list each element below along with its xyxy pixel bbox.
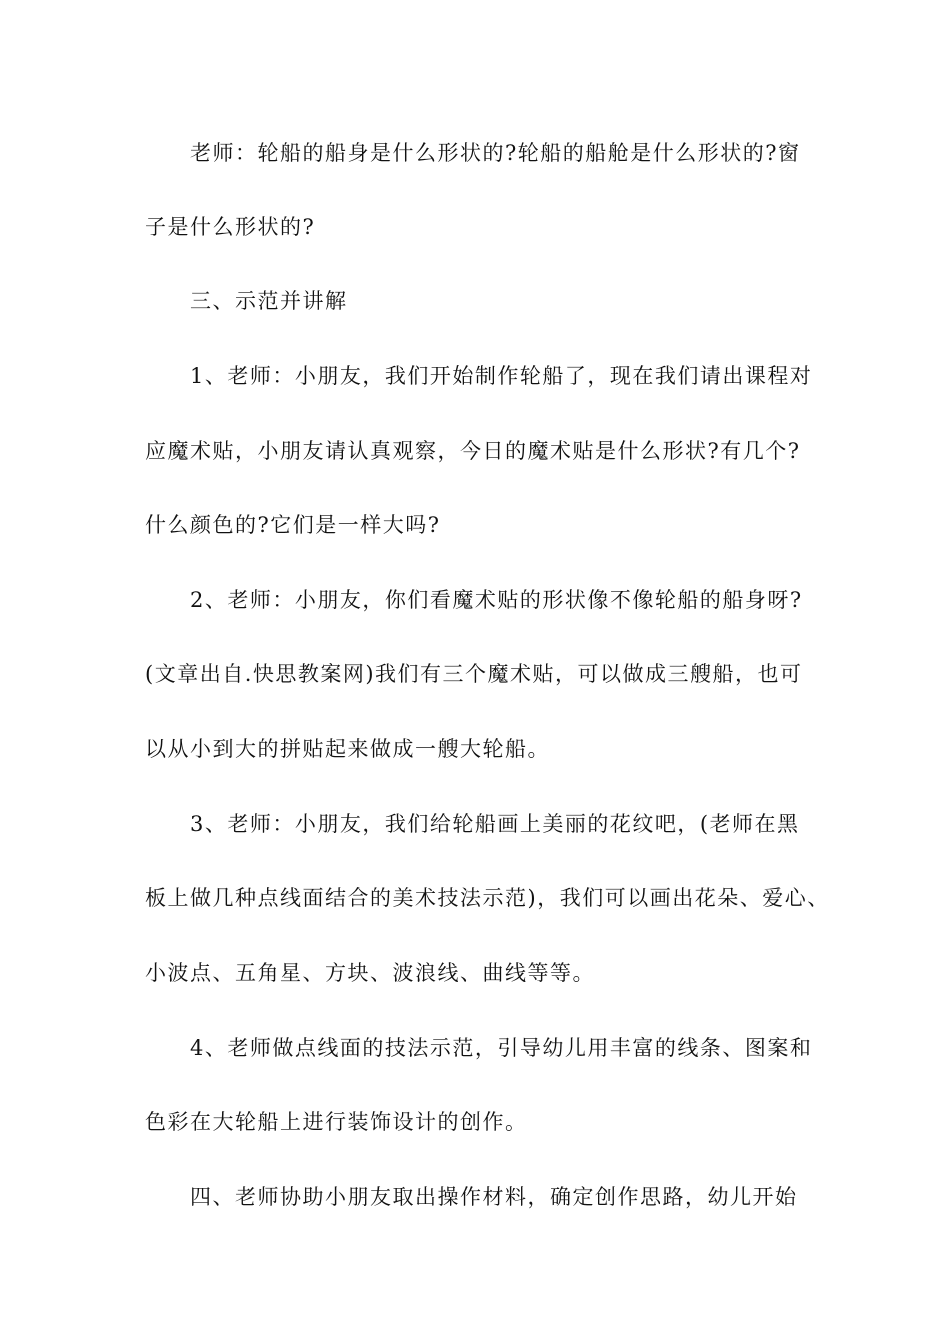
text-line-8: (文章出自.快思教案网)我们有三个魔术贴，可以做成三艘船，也可 xyxy=(145,662,803,686)
text-line-6: 什么颜色的?它们是一样大吗? xyxy=(145,513,441,537)
text-line-13: 4、老师做点线面的技法示范，引导幼儿用丰富的线条、图案和 xyxy=(190,1036,813,1060)
text-line-1: 老师：轮船的船身是什么形状的?轮船的船舱是什么形状的?窗 xyxy=(190,141,801,165)
text-line-4: 1、老师：小朋友，我们开始制作轮船了，现在我们请出课程对 xyxy=(190,364,813,388)
section-heading-15: 四、老师协助小朋友取出操作材料，确定创作思路，幼儿开始 xyxy=(190,1185,798,1209)
text-line-7: 2、老师：小朋友，你们看魔术贴的形状像不像轮船的船身呀? xyxy=(190,588,803,612)
text-line-9: 以从小到大的拼贴起来做成一艘大轮船。 xyxy=(145,737,550,761)
section-heading-3: 三、示范并讲解 xyxy=(190,289,348,313)
text-line-12: 小波点、五角星、方块、波浪线、曲线等等。 xyxy=(145,961,595,985)
text-line-11: 板上做几种点线面结合的美术技法示范)，我们可以画出花朵、爱心、 xyxy=(145,886,830,910)
text-line-10: 3、老师：小朋友，我们给轮船画上美丽的花纹吧，(老师在黑 xyxy=(190,812,800,836)
text-line-5: 应魔术贴，小朋友请认真观察，今日的魔术贴是什么形状?有几个? xyxy=(145,439,801,463)
text-line-2: 子是什么形状的? xyxy=(145,215,316,239)
text-line-14: 色彩在大轮船上进行装饰设计的创作。 xyxy=(145,1110,528,1134)
